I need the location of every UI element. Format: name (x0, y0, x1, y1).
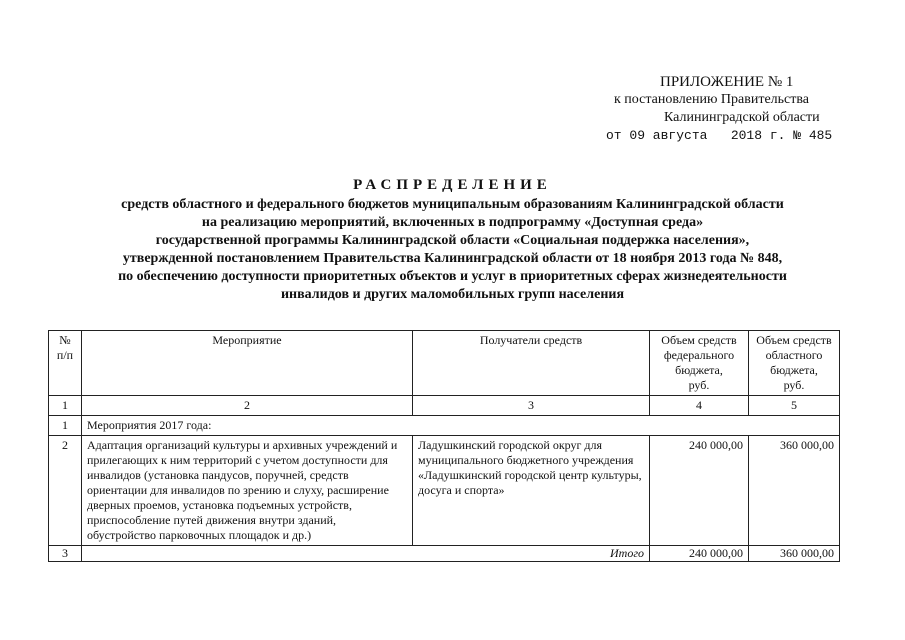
total-label: Итого (82, 546, 650, 562)
row-no: 1 (49, 416, 82, 436)
column-number: 1 (49, 396, 82, 416)
row-no: 3 (49, 546, 82, 562)
header-event: Мероприятие (82, 331, 413, 396)
title-line: государственной программы Калининградской области «Социальная поддержка населения», (155, 233, 750, 248)
event-cell: Адаптация организаций культуры и архивных учреждений и прилегающих к ним территорий с учетом доступности для инвалидов (установка пандусов, поручней, средств ориентации для инвалидов по зрению и слуху, расширение дверных проемов, установка подъемных устройств, приспособление путей движения внутри зданий, обустройство парковочных площадок и др.) (82, 436, 413, 546)
section-label: Мероприятия 2017 года: (82, 416, 840, 436)
row-no: 2 (49, 436, 82, 546)
header-federal: Объем средств федерального бюджета, руб. (650, 331, 749, 396)
section-row (49, 416, 840, 436)
federal-amount: 240 000,00 (650, 436, 749, 546)
appendix-region-line: Калининградской области (664, 110, 820, 125)
document-title (40, 176, 865, 304)
column-number: 4 (650, 396, 749, 416)
appendix-title: ПРИЛОЖЕНИЕ № 1 (660, 74, 794, 90)
header-regional: Объем средств областного бюджета, руб. (749, 331, 840, 396)
table-row (49, 436, 840, 546)
total-regional: 360 000,00 (749, 546, 840, 562)
column-number: 5 (749, 396, 840, 416)
title-line: утвержденной постановлением Правительства Калининградской области от 18 ноября 2013 года № 848, (122, 251, 783, 266)
title-line: на реализацию мероприятий, включенных в подпрограмму «Доступная среда» (201, 215, 704, 230)
total-row (49, 546, 840, 562)
distribution-table (48, 330, 840, 562)
appendix-header (590, 73, 850, 145)
total-federal: 240 000,00 (650, 546, 749, 562)
title-line: инвалидов и других маломобильных групп населения (280, 287, 625, 302)
title-line: по обеспечению доступности приоритетных объектов и услуг в приоритетных сферах жизнедеятельности (118, 269, 787, 284)
title-line: средств областного и федерального бюджетов муниципальным образованиям Калининградской области (121, 197, 784, 212)
column-number: 2 (82, 396, 413, 416)
appendix-date-line: от 09 августа 2018 г. № 485 (606, 128, 833, 143)
appendix-resolution-line: к постановлению Правительства (614, 92, 810, 107)
recipients-cell: Ладушкинский городской округ для муниципального бюджетного учреждения «Ладушкинский городской центр культуры, досуга и спорта» (413, 436, 650, 546)
regional-amount: 360 000,00 (749, 436, 840, 546)
table-header-row (49, 331, 840, 396)
header-no: № п/п (49, 331, 82, 396)
header-recipients: Получатели средств (413, 331, 650, 396)
title-main: РАСПРЕДЕЛЕНИЕ (353, 177, 552, 193)
column-number: 3 (413, 396, 650, 416)
column-number-row (49, 396, 840, 416)
